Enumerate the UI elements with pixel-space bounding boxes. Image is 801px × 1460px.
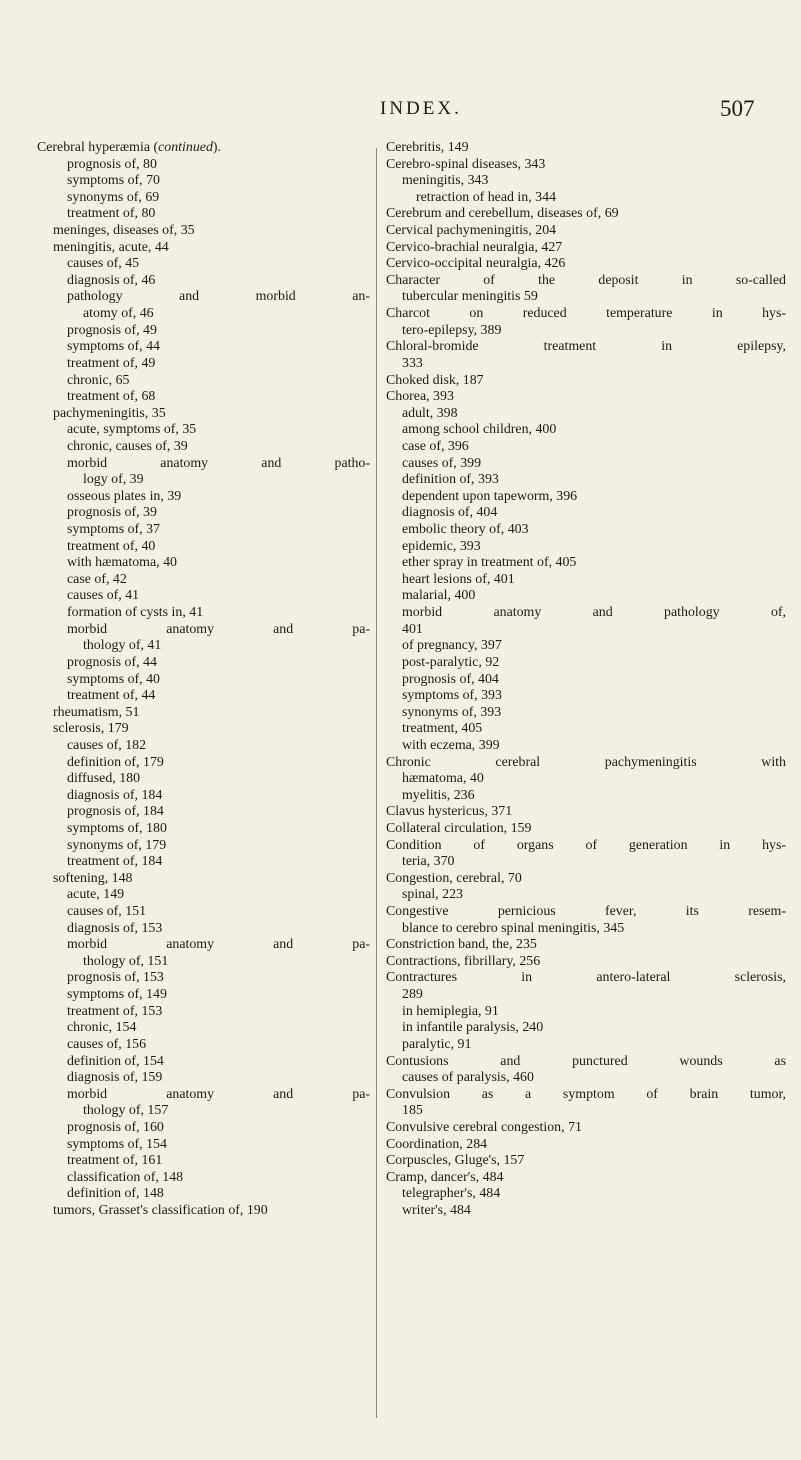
index-entry: treatment of, 153 [67,1003,163,1019]
index-entry: Character of the deposit in so-called [386,272,786,288]
index-entry: symptoms of, 40 [67,671,160,687]
index-entry: Congestive pernicious fever, its resem- [386,904,786,920]
index-entry: treatment of, 80 [67,206,156,222]
index-entry: morbid anatomy and pa- [67,1086,370,1102]
index-entry: epidemic, 393 [402,538,481,554]
index-entry: tumors, Grasset's classification of, 190 [53,1203,268,1218]
index-entry: morbid anatomy and patho- [67,455,370,471]
index-entry: ether spray in treatment of, 405 [402,555,577,571]
index-entry: prognosis of, 44 [67,654,157,670]
index-entry: among school children, 400 [402,422,557,438]
index-entry: Coordination, 284 [386,1136,488,1152]
index-entry: diffused, 180 [67,771,141,787]
index-entry: formation of cysts in, 41 [67,605,204,621]
index-entry: definition of, 148 [67,1186,164,1202]
index-entry: synonyms of, 393 [402,704,502,720]
index-entry: definition of, 154 [67,1053,164,1069]
index-column-left [37,140,370,1220]
index-entry: dependent upon tapeworm, 396 [402,488,578,504]
index-entry: heart lesions of, 401 [402,571,515,587]
column-divider [376,148,377,1418]
index-entry: meningitis, 343 [402,173,489,189]
index-entry: post-paralytic, 92 [402,654,500,670]
index-entry: Chloral-bromide treatment in epilepsy, [386,339,786,355]
index-entry: softening, 148 [53,870,133,886]
index-entry: 333 [402,355,423,371]
page-header [0,98,801,128]
index-entry: chronic, 154 [67,1020,137,1036]
index-entry: diagnosis of, 184 [67,787,163,803]
index-entry: Collateral circulation, 159 [386,820,532,836]
index-entry: Cervical pachymeningitis, 204 [386,223,557,239]
index-entry: teria, 370 [402,854,455,870]
index-entry: Condition of organs of generation in hys- [386,837,786,853]
index-entry: 185 [402,1103,423,1119]
index-entry: treatment of, 44 [67,688,156,704]
index-entry: myelitis, 236 [402,787,475,803]
running-head: INDEX. [380,98,462,119]
index-entry: causes of, 182 [67,737,147,753]
index-entry: of pregnancy, 397 [402,638,502,654]
index-entry: treatment of, 49 [67,355,156,371]
index-entry: diagnosis of, 159 [67,1070,163,1086]
index-entry: Cramp, dancer's, 484 [386,1169,504,1185]
index-entry: Chorea, 393 [386,389,454,405]
index-entry: Choked disk, 187 [386,372,484,388]
index-entry: prognosis of, 49 [67,322,157,338]
index-entry: diagnosis of, 404 [402,505,498,521]
index-entry: Clavus hystericus, 371 [386,804,513,820]
index-entry: thology of, 151 [83,953,169,969]
index-entry: tubercular meningitis 59 [402,289,538,305]
index-entry: synonyms of, 69 [67,189,160,205]
index-entry: adult, 398 [402,405,458,421]
index-entry: Contractions, fibrillary, 256 [386,953,541,969]
index-entry: causes of, 45 [67,256,140,272]
index-entry: Convulsion as a symptom of brain tumor, [386,1086,786,1102]
index-entry: chronic, causes of, 39 [67,438,188,454]
index-entry: classification of, 148 [67,1169,184,1185]
index-entry: symptoms of, 180 [67,820,167,836]
index-entry: causes of, 156 [67,1036,147,1052]
index-entry: symptoms of, 154 [67,1136,167,1152]
index-entry: hæmatoma, 40 [402,771,484,787]
index-entry: Convulsive cerebral congestion, 71 [386,1119,582,1135]
index-entry: case of, 396 [402,438,469,454]
index-entry: paralytic, 91 [402,1036,472,1052]
index-entry: 289 [402,987,423,1003]
index-entry: definition of, 179 [67,754,164,770]
index-entry: acute, symptoms of, 35 [67,422,197,438]
index-entry: prognosis of, 184 [67,804,164,820]
index-entry: morbid anatomy and pa- [67,621,370,637]
index-entry: with hæmatoma, 40 [67,555,177,571]
index-entry: causes of paralysis, 460 [402,1070,534,1086]
index-entry: Charcot on reduced temperature in hys- [386,306,786,322]
index-entry: tero-epilepsy, 389 [402,322,502,338]
index-entry: embolic theory of, 403 [402,522,529,538]
index-entry: atomy of, 46 [83,306,154,322]
index-entry: pathology and morbid an- [67,289,370,305]
index-entry: Cervico-occipital neuralgia, 426 [386,256,566,272]
index-entry: with eczema, 399 [402,737,500,753]
index-entry: thology of, 157 [83,1103,169,1119]
index-entry: diagnosis of, 46 [67,272,156,288]
index-entry: treatment of, 68 [67,389,156,405]
index-entry: prognosis of, 153 [67,970,164,986]
index-entry: Constriction band, the, 235 [386,937,537,953]
index-entry: Cerebral hyperæmia (continued). [37,140,221,155]
index-entry: Contusions and punctured wounds as [386,1053,786,1069]
index-entry: in hemiplegia, 91 [402,1003,499,1019]
index-entry: Cerebrum and cerebellum, diseases of, 69 [386,206,619,222]
index-entry: Cerebro-spinal diseases, 343 [386,156,546,172]
index-entry: prognosis of, 404 [402,671,499,687]
index-entry: writer's, 484 [402,1203,471,1218]
index-entry: treatment of, 184 [67,854,163,870]
index-entry: malarial, 400 [402,588,476,604]
index-entry: symptoms of, 70 [67,173,160,189]
index-entry: Cervico-brachial neuralgia, 427 [386,239,563,255]
index-entry: pachymeningitis, 35 [53,405,166,421]
index-entry: meninges, diseases of, 35 [53,223,195,239]
index-entry: prognosis of, 160 [67,1119,164,1135]
index-column-right [386,140,786,1220]
page-number: 507 [720,96,755,121]
index-entry: treatment of, 161 [67,1153,163,1169]
index-entry: symptoms of, 393 [402,688,502,704]
index-entry: case of, 42 [67,571,127,587]
index-entry: causes of, 399 [402,455,482,471]
index-entry: Cerebritis, 149 [386,140,469,155]
index-entry: in infantile paralysis, 240 [402,1020,544,1036]
index-entry: blance to cerebro spinal meningitis, 345 [402,920,625,936]
index-entry: diagnosis of, 153 [67,920,163,936]
index-entry: morbid anatomy and pathology of, [402,605,786,621]
index-entry: sclerosis, 179 [53,721,129,737]
index-entry: synonyms of, 179 [67,837,167,853]
index-entry: symptoms of, 37 [67,522,160,538]
index-entry: acute, 149 [67,887,125,903]
index-entry: chronic, 65 [67,372,130,388]
index-entry: osseous plates in, 39 [67,488,182,504]
index-entry: prognosis of, 39 [67,505,157,521]
index-entry: rheumatism, 51 [53,704,140,720]
index-entry: Congestion, cerebral, 70 [386,870,522,886]
index-entry: Chronic cerebral pachymeningitis with [386,754,786,770]
index-entry: prognosis of, 80 [67,156,157,172]
index-entry: logy of, 39 [83,472,144,488]
index-entry: thology of, 41 [83,638,162,654]
index-entry: definition of, 393 [402,472,499,488]
index-entry: retraction of head in, 344 [416,189,557,205]
index-entry: causes of, 41 [67,588,140,604]
index-entry: symptoms of, 44 [67,339,160,355]
index-entry: 401 [402,621,423,637]
index-entry: causes of, 151 [67,904,147,920]
index-entry: Contractures in antero-lateral sclerosis, [386,970,786,986]
index-entry: symptoms of, 149 [67,987,167,1003]
index-entry: morbid anatomy and pa- [67,937,370,953]
index-entry: treatment, 405 [402,721,483,737]
index-entry: treatment of, 40 [67,538,156,554]
index-entry: spinal, 223 [402,887,463,903]
index-entry: telegrapher's, 484 [402,1186,501,1202]
index-entry: Corpuscles, Gluge's, 157 [386,1153,525,1169]
index-entry: meningitis, acute, 44 [53,239,169,255]
